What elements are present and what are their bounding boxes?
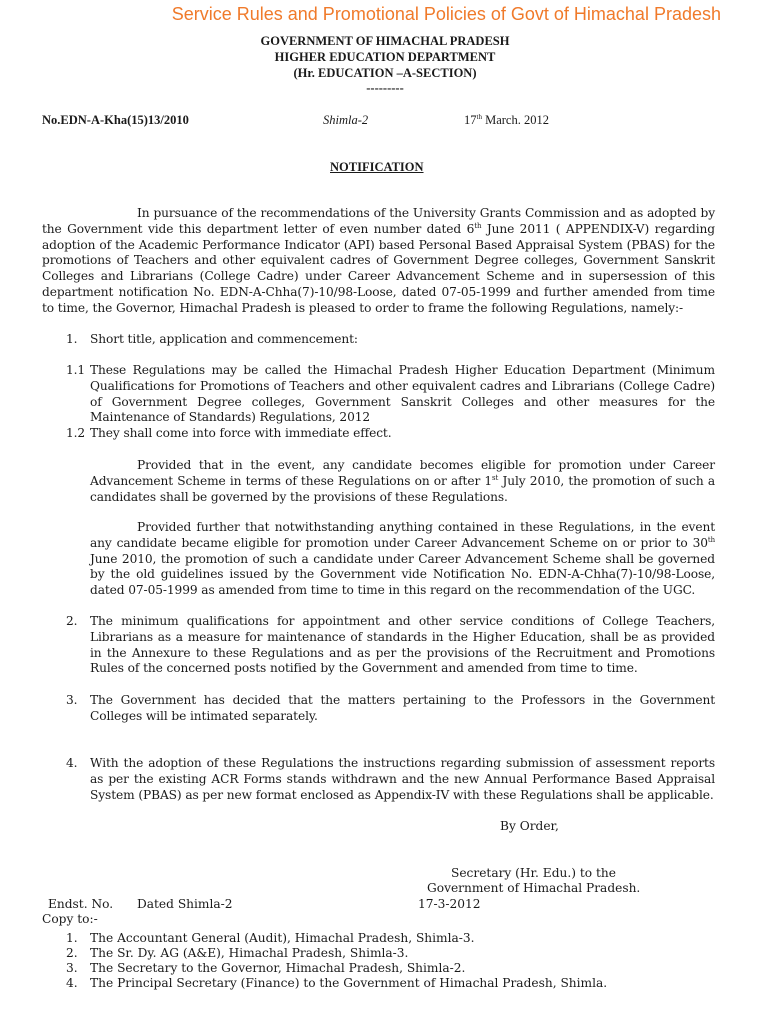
proviso-second: Provided further that notwithstanding anything contained in these Regulations, in the event any candidate became eligible for promotion under Career Advancement Scheme on or prior to 30th June 2010, the promotion of such a candidate under Career Advancement Scheme shall be governed by the old guidelines issued by the Government vide Notification No. EDN-A-Chha(7)-10/98-Loose, dated 07-05-1999 as amended from time to time in this regard on the recommendation of the UGC. <box>90 520 715 598</box>
proviso-first: Provided that in the event, any candidate becomes eligible for promotion under Career Advancement Scheme in terms of these Regulations on or after 1st July 2010, the promotion of such a candidates shall be governed by the provisions of these Regulations. <box>90 458 715 504</box>
reference-place: Shimla-2 <box>323 113 369 127</box>
endorsement-number: Endst. No. <box>48 897 114 911</box>
header-department: HIGHER EDUCATION DEPARTMENT <box>274 50 496 64</box>
copy-recipient: 3. The Secretary to the Governor, Himachal Pradesh, Shimla-2. <box>66 961 466 975</box>
reference-number: No.EDN-A-Kha(15)13/2010 <box>42 113 189 127</box>
intro-paragraph: In pursuance of the recommendations of the University Grants Commission and as adopted by the Government vide this department letter of even number dated 6th June 2011 ( APPENDIX-V) regarding adoption of the Academic Performance Indicator (API) based Personal Based Appraisal System (PBAS) for the promotions of Teachers and other equivalent cadres of Government Degree colleges, Government Sanskrit Colleges and Librarians (College Cadre) under Career Advancement Scheme and in supersession of this department notification No. EDN-A-Chha(7)-10/98-Loose, dated 07-05-1999 and further amended from time to time, the Governor, Himachal Pradesh is pleased to order to frame the following Regulations, namely:- <box>42 206 715 315</box>
header-government: GOVERNMENT OF HIMACHAL PRADESH <box>260 34 510 48</box>
by-order: By Order, <box>500 819 559 833</box>
section-1-1: 1.1 These Regulations may be called the Himachal Pradesh Higher Education Department (Minimum Qualifications for Promotions of Teachers and other equivalent cadres and Librarians (College Cadre) of Government Degree colleges, Government Sanskrit Colleges and other measures for the Maintenance of Standards) Regulations, 2012 <box>66 363 715 425</box>
signatory-line-2: Government of Himachal Pradesh. <box>427 881 641 895</box>
header-divider: --------- <box>366 81 404 95</box>
section-4: 4. With the adoption of these Regulations the instructions regarding submission of assessment reports as per the existing ACR Forms stands withdrawn and the new Annual Performance Based Appraisal System (PBAS) as per new format enclosed as Appendix-IV with these Regulations shall be applicable. <box>66 756 715 802</box>
header-section: (Hr. EDUCATION –A-SECTION) <box>293 66 477 80</box>
section-2: 2. The minimum qualifications for appointment and other service conditions of College Teachers, Librarians as a measure for maintenance of standards in the Higher Education, shall be as provided in the Annexure to these Regulations and as per the provisions of the Recruitment and Promotions Rules of the concerned posts notified by the Government and amended from time to time. <box>66 614 715 676</box>
copy-recipient: 1. The Accountant General (Audit), Himachal Pradesh, Shimla-3. <box>66 931 475 945</box>
document-banner-title: Service Rules and Promotional Policies of Govt of Himachal Pradesh <box>171 4 721 24</box>
copy-recipient: 2. The Sr. Dy. AG (A&E), Himachal Pradesh, Shimla-3. <box>66 946 409 960</box>
copy-recipient: 4. The Principal Secretary (Finance) to the Government of Himachal Pradesh, Shimla. <box>66 976 608 990</box>
section-1-heading: 1. Short title, application and commencement: <box>66 332 358 346</box>
endorsement-date: 17-3-2012 <box>418 897 481 911</box>
reference-date: 17th March. 2012 <box>464 113 549 127</box>
endorsement-dated: Dated Shimla-2 <box>137 897 233 911</box>
section-1-2: 1.2 They shall come into force with immediate effect. <box>66 426 392 440</box>
copy-to-label: Copy to:- <box>42 912 98 926</box>
section-3: 3. The Government has decided that the matters pertaining to the Professors in the Government Colleges will be intimated separately. <box>66 693 715 723</box>
notification-title: NOTIFICATION <box>330 160 424 174</box>
signatory-line-1: Secretary (Hr. Edu.) to the <box>451 866 616 880</box>
